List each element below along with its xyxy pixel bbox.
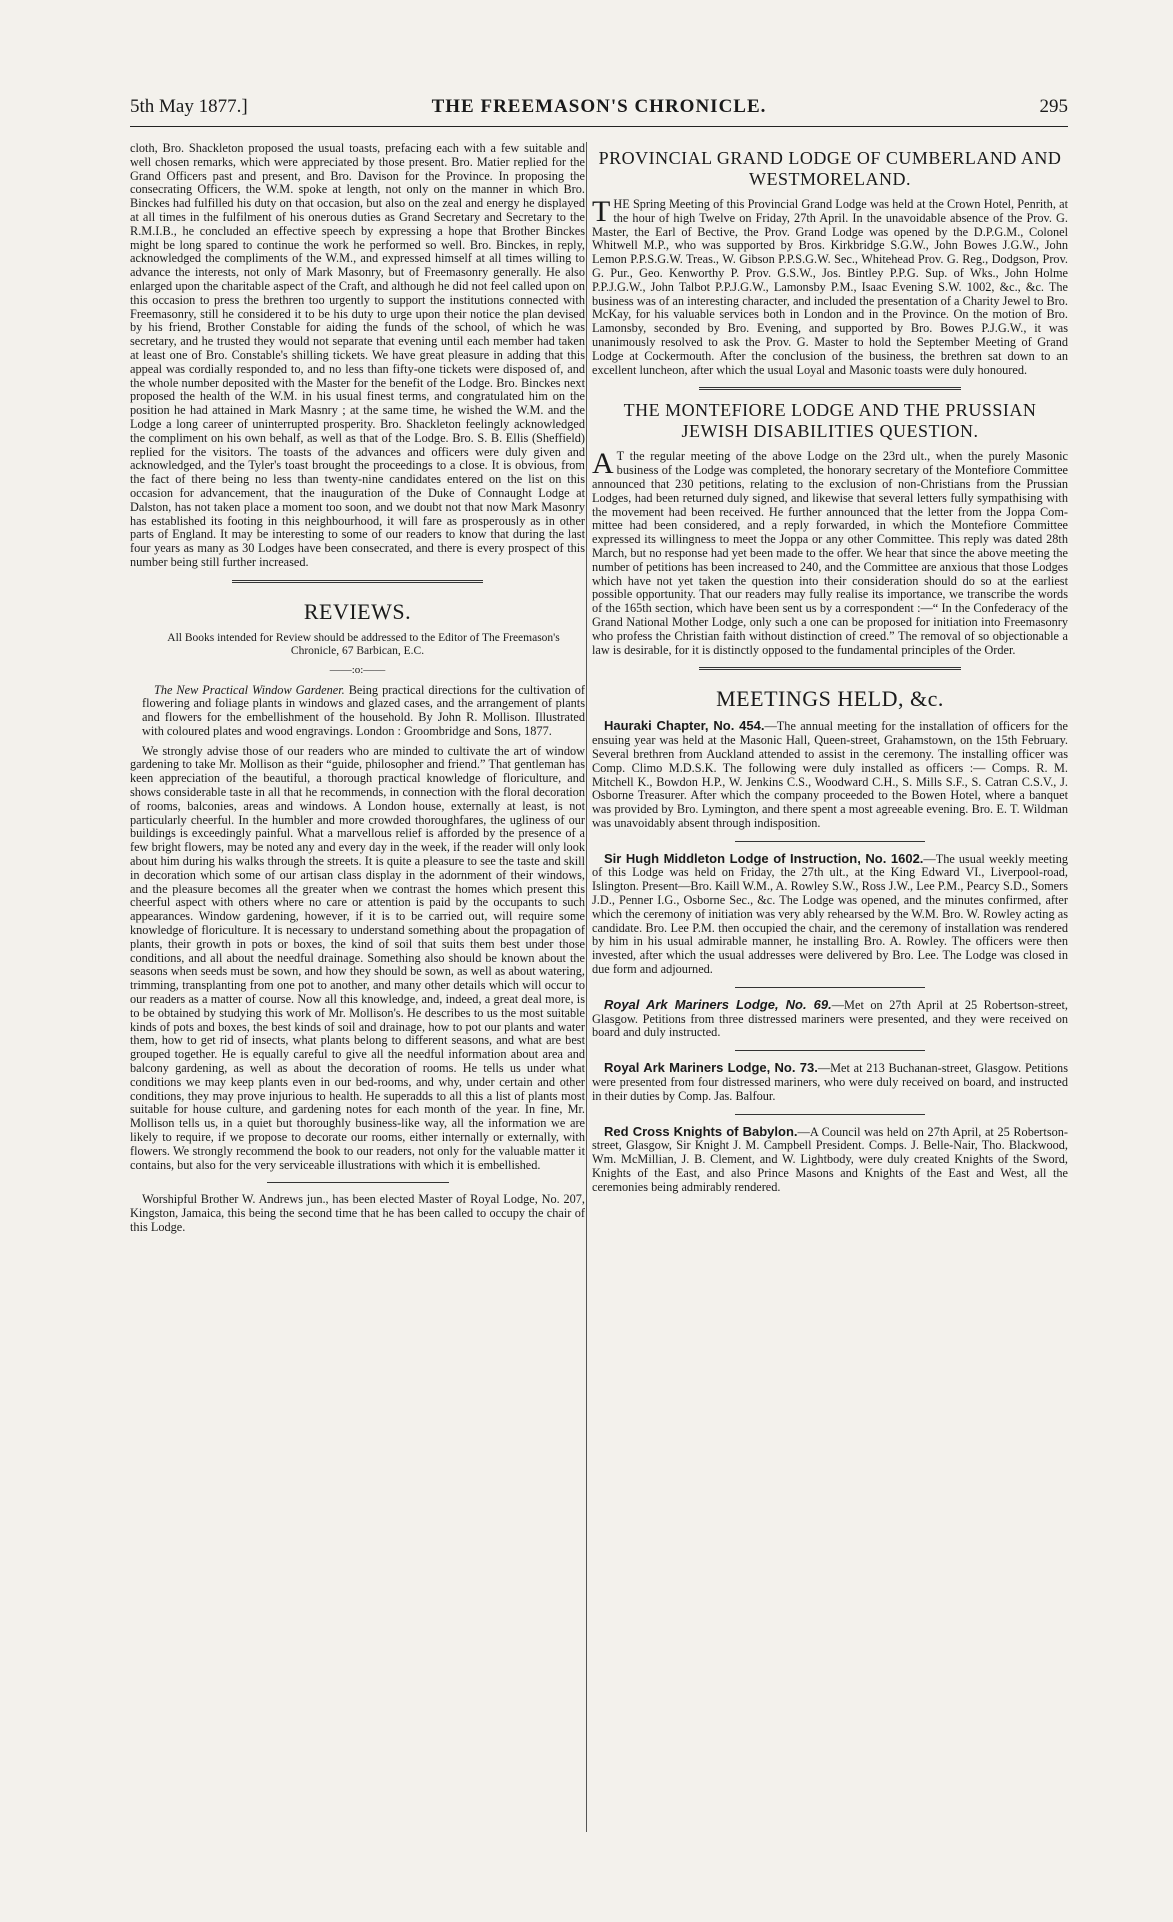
book-description: Being practical directions for the cultivation of flowering and foliage plants in windows and glazed cases, and the arrangement of plants and flowers for the embellishment of the household. By John R. Mollison. Illustrated with coloured plates and wood engravings. London : Groombridge and Sons, 1877. <box>142 682 586 738</box>
drop-cap: T <box>592 195 611 228</box>
section-rule <box>699 667 961 670</box>
meeting-royal-ark-69: Royal Ark Mariners Lodge, No. 69.—Met on 27th April at 25 Robertson-street, Glasgow. Petitions from three distressed mariners were presented, and they were received on board and duly instructed. <box>592 996 1068 1040</box>
news-item-andrews: Worshipful Brother W. Andrews jun., has been elected Master of Royal Lodge, No. 207, Kingston, Jamaica, this being the second time that he has been called to occupy the chair of this Lodge. <box>130 1192 585 1234</box>
lodge-name: Hauraki Chapter, No. 454. <box>604 718 765 734</box>
right-column <box>592 142 1068 1201</box>
section-rule <box>232 580 482 583</box>
lodge-name: Sir Hugh Middleton Lodge of Instruction, No. 1602. <box>604 850 924 866</box>
meetings-heading: MEETINGS HELD, &c. <box>716 686 944 712</box>
publication-title: THE FREEMASON'S CHRONICLE. <box>431 96 767 117</box>
section-rule <box>735 1114 925 1115</box>
section-rule <box>735 841 925 842</box>
section-rule <box>699 387 961 390</box>
reviews-heading: REVIEWS. <box>303 598 412 624</box>
drop-cap: A <box>592 447 614 481</box>
meeting-hauraki: Hauraki Chapter, No. 454.—The annual meeting for the installation of officers for the ensuing year was held at the Masonic Hall, Queen-street, Grahamstown, on the 15th February. Several brethren from Auckland attended to assist in the ceremony. The installing officer was Comp. Climo M.D.S.K. The following were duly installed as officers :— Comps. R. M. Mitchell K., Bowdon H.P., W. Jenkins C.S., Woodward C.H., S. Mills S.F., S. Catran C.S.V., J. Osborne Treasurer. After which the company proceeded to the Bowen Hotel, where a banquet was provided by Bro. Lymington, and there spent a most agreeable evening. Bro. E. T. Wildman was unavoidably absent through indisposition. <box>592 718 1068 830</box>
meeting-royal-ark-73: Royal Ark Mariners Lodge, No. 73.—Met at 213 Buchanan-street, Glasgow. Petitions were presented from four distressed mariners, who were duly received on board, and instructed in their duties by Comp. Jas. Balfour. <box>592 1060 1068 1103</box>
left-column <box>130 142 585 1241</box>
lodge-report-continued: cloth, Bro. Shackleton proposed the usual toasts, prefacing each with a few suitable and well chosen remarks, which were appreciated by those present. Bro. Matier replied for the Grand Officers past and present, and Bro. Davison for the Province. In proposing the consecrating Officers, the W.M. spoke at length, not only on the manner in which Bro. Binckes had fulfilled his duty on that occasion, but also on the zeal and energy he displayed at all times in the fulfilment of his onerous duties as Grand Secretary and Secretary to the R.M.I.B., he concluded an effective speech by expressing a hope that Brother Binckes might be long spared to continue the work he performed so well. Bro. Binckes, in reply, acknowledged the compliments of the W.M., and expressed himself at all times willing to advance the interests, not only of Mark Masonry, but of Freemasonry generally. He also enlarged upon the charitable aspect of the Craft, and although he did not feel called upon on this occasion to press the brethren too urgently to support the institutions connected with Freemasonry, still he considered it to be his duty to urge upon their notice the plan devised by his friend, Brother Constable for aiding the funds of the school, of which he was secretary, and he trusted they would not separate that evening until each member had taken at least one of Bro. Constable's shilling tickets. We have great pleasure in adding that this appeal was cordially responded to, and no less than fifty-one tickets were disposed of, and the whole number deposited with the Master for the benefit of the Lodge. Bro. Binckes next proposed the health of the W.M. in his usual finest terms, and congratulated him on the position he had attained in Mark Masnry ; at the same time, he wished the W.M. and the Lodge a long career of uninterrupted prosperity. Bro. Shackleton feelingly acknowledged the compliment on his own behalf, as well as that of the Lodge. Bro. S. B. Ellis (Sheffield) replied for the visitors. The toasts of the advances and officers were duly given and acknowledged, and the Tyler's toast brought the proceedings to a close. It is obvious, from the fact of there being no less than twenty-nine candidates entered on the list on this occasion for advancement, that the inauguration of the Duke of Connaught Lodge at Dalston, has not taken place a moment too soon, and we doubt not that now Mark Masonry has established its footing in this neighbourhood, it will fare as prosperously as in other parts of England. It may be interesting to some of our readers to know that during the last four years as many as 30 Lodges have been consecrated, and there is every prospect of this number being still further increased. <box>130 141 585 569</box>
montefiore-report: A T the regular meeting of the above Lodge on the 23rd ult., when the purely Masonic business of the Lodge was completed, the honorary secretary of the Montefiore Committee announced that 230 petitions, relating to the exclusion of non-Christians from the Prussian Lodges, had been returned duly signed, and likewise that several letters fully sympathising with the movement had been received. He further announced that the letter from the Joppa Committee had been considered, and a reply forwarded, in which the Montefiore Committee expressed its willingness to meet the Joppa or any other Committee. This reply was dated 28th March, but no response had yet been made to the offer. We hear that since the above meeting the number of petitions has been increased to 240, and the Committee are anxious that those Lodges which have not yet taken the question into their consideration should do so at the earliest possible opportunity. That our readers may fully realise its importance, we transcribe the words of the 165th section, which have been sent us by a correspondent :—“ In the Confederacy of the Grand National Mother Lodge, only such a one can be proposed for initiation into Freemasonry who profess the Christian faith without distinction of creed.” The removal of so objectionable a law is desirable, for it is distinctly opposed to the fundamental principles of the Order. <box>592 447 1068 657</box>
section-rule <box>267 1182 449 1183</box>
issue-date: 5th May 1877.] <box>130 96 248 117</box>
lodge-name: Royal Ark Mariners Lodge, No. 73. <box>604 1060 818 1076</box>
montefiore-heading: THE MONTEFIORE LODGE AND THE PRUSSIAN JEWISH DISABILITIES QUESTION. <box>623 400 1037 442</box>
review-body: We strongly advise those of our readers who are minded to cultivate the art of window gardening to take Mr. Mollison as their “guide, philosopher and friend.” That gentleman has keen appreciation of the beautiful, a thorough practical knowledge of floriculture, and shows considerable taste in all that he recommends, in connection with the floral decoration of rooms, balconies, areas and windows. A London house, externally at least, is not particularly cheerful. In the humbler and more crowded thoroughfares, the ugliness of our buildings is exceedingly painful. What a marvellous relief is afforded by the presence of a few bright flowers, may be noted any and every day in the week, if the reader will only look about him during his walks through the streets. It is quite a pleasure to see the taste and skill in decoration which some of our artisan class display in the adornment of their windows, and the pleasure becomes all the greater when we contrast the homes which present this cheerful aspect with others where no care or attention is paid by the occupants to such appearances. Window gardening, however, if it is to be carried out, will require some knowledge of floriculture. It is necessary to understand something about the propagation of plants, their growth in pots or boxes, the kind of soil that suits them best under those conditions, and all about the needful drainage. Something also should be known about the seasons when seeds must be sown, and how they should be sown, as well as about watering, trimming, transplanting from one pot to another, and many other details which will occur to our readers as a matter of course. Now all this knowledge, and, indeed, a great deal more, is to be obtained by studying this work of Mr. Mollison's. He describes to us the most suitable kinds of pots and boxes, the best kinds of soil and drainage, how to pot our plants and water them, how to get rid of insects, what plants belong to different seasons, and what are best grouped together. He is equally careful to give all the needful information about area and balcony gardening, as well as about the decoration of rooms. He tells us under what conditions we may keep plants even in our bed-rooms, and why, under certain and other conditions, they may prove injurious to health. He superadds to all this a list of plants most suitable for house culture, and gardening notes for each month of the year. In fine, Mr. Mollison tells us, in a quiet but thoroughly business-like way, all the information we are likely to require, if we propose to decorate our rooms, either internally or externally, with flowers. We strongly recommend the book to our readers, not only for the valuable matter it contains, but also for the very serviceable illustrations with which it is embellished. <box>130 743 585 1172</box>
page-number: 295 <box>1039 96 1068 117</box>
book-title: The New Practical Window Gardener. <box>154 682 345 697</box>
section-rule <box>735 987 925 988</box>
meeting-sir-hugh-middleton: Sir Hugh Middleton Lodge of Instruction, No. 1602.—The usual weekly meeting of this Lodge was held on Friday, the 27th ult., at the King Edward VI., Liverpool-road, Islington. Present—Bro. Kaill W.M., A. Rowley S.W., Ross J.W., Lee P.M., Pearcy S.D., Somers J.D., Penner I.G., Osborne Sec., &c. The Lodge was opened, and the minutes confirmed, after which the ceremony of initiation was very ably rehearsed by the W.M. Bro. W. Rowley acting as candidate. Bro. Lee P.M. then occupied the chair, and the ceremony of installation was rendered by him in his usual admirable manner, he installing Bro. A. Rowley. The officers were then invested, after which the usual addresses were delivered by Bro. Lee. The Lodge was closed in due form and adjourned. <box>592 850 1069 977</box>
book-entry <box>130 684 585 739</box>
meeting-red-cross-knights: Red Cross Knights of Babylon.—A Council was held on 27th April, at 25 Robertson-street, Glasgow, Sir Knight J. M. Campbell President. Comps. J. Belle-Nair, Tho. Blackwood, Wm. McMillian, J. B. Clement, and W. Lightbody, were duly created Knights of the Sword, Knights of the East, and also Prince Masons and Knights of the East and West, all the ceremonies being admirably rendered. <box>592 1123 1068 1194</box>
provincial-grand-lodge-report: THE Spring Meeting of this Provincial Grand Lodge was held at the Crown Hotel, Penrith, at the hour of high Twelve on Friday, 27th April. In the unavoidable absence of the Prov. G. Master, the Earl of Bective, the Prov. Grand Lodge was opened by the D.P.G.M., Colonel Whitwell M.P., who was supported by Bros. Kirkbridge S.G.W., John Bowes J.G.W., John Lemon P.P.S.G.W. Treas., W. Gibson P.P.S.G.W. Sec., Whitehead Prov. G. Reg., Dodgson, Prov. G. Pur., Geo. Kenworthy P. Prov. G.S.W., Jos. Bintley P.P.G. Sup. of Wks., John Holme P.P.J.G.W., John Talbot P.P.J.G.W., Lamonsby P.M., Isaac Evening S.W. 1002, &c., &c. The business was of an interesting character, and included the presentation of a Charity Jewel to Bro. McKay, for his valuable services both in London and in the Province. On the motion of Bro. Lamonsby, seconded by Bro. Evening, and supported by Bro. Bowes P.J.G.W., it was unanimously resolved to ask the Prov. G. Master to hold the September Meeting of Grand Lodge at Cockermouth. After the conclusion of the business, the brethren sat down to an excellent luncheon, after which the usual Loyal and Masonic toasts were duly honoured. <box>592 195 1068 377</box>
masthead <box>130 96 1068 127</box>
section-rule <box>735 1050 925 1051</box>
lodge-name: Red Cross Knights of Babylon. <box>604 1123 798 1139</box>
column-divider <box>586 142 587 1832</box>
provincial-grand-lodge-heading: PROVINCIAL GRAND LODGE OF CUMBERLAND AND WESTMORELAND. <box>598 148 1062 189</box>
lodge-name: Royal Ark Mariners Lodge, No. 69. <box>604 996 832 1012</box>
reviews-notice: All Books intended for Review should be addressed to the Editor of The Freemason's Chronicle, 67 Barbican, E.C. <box>167 631 560 657</box>
ornament-separator: ——:o:—— <box>329 663 386 676</box>
